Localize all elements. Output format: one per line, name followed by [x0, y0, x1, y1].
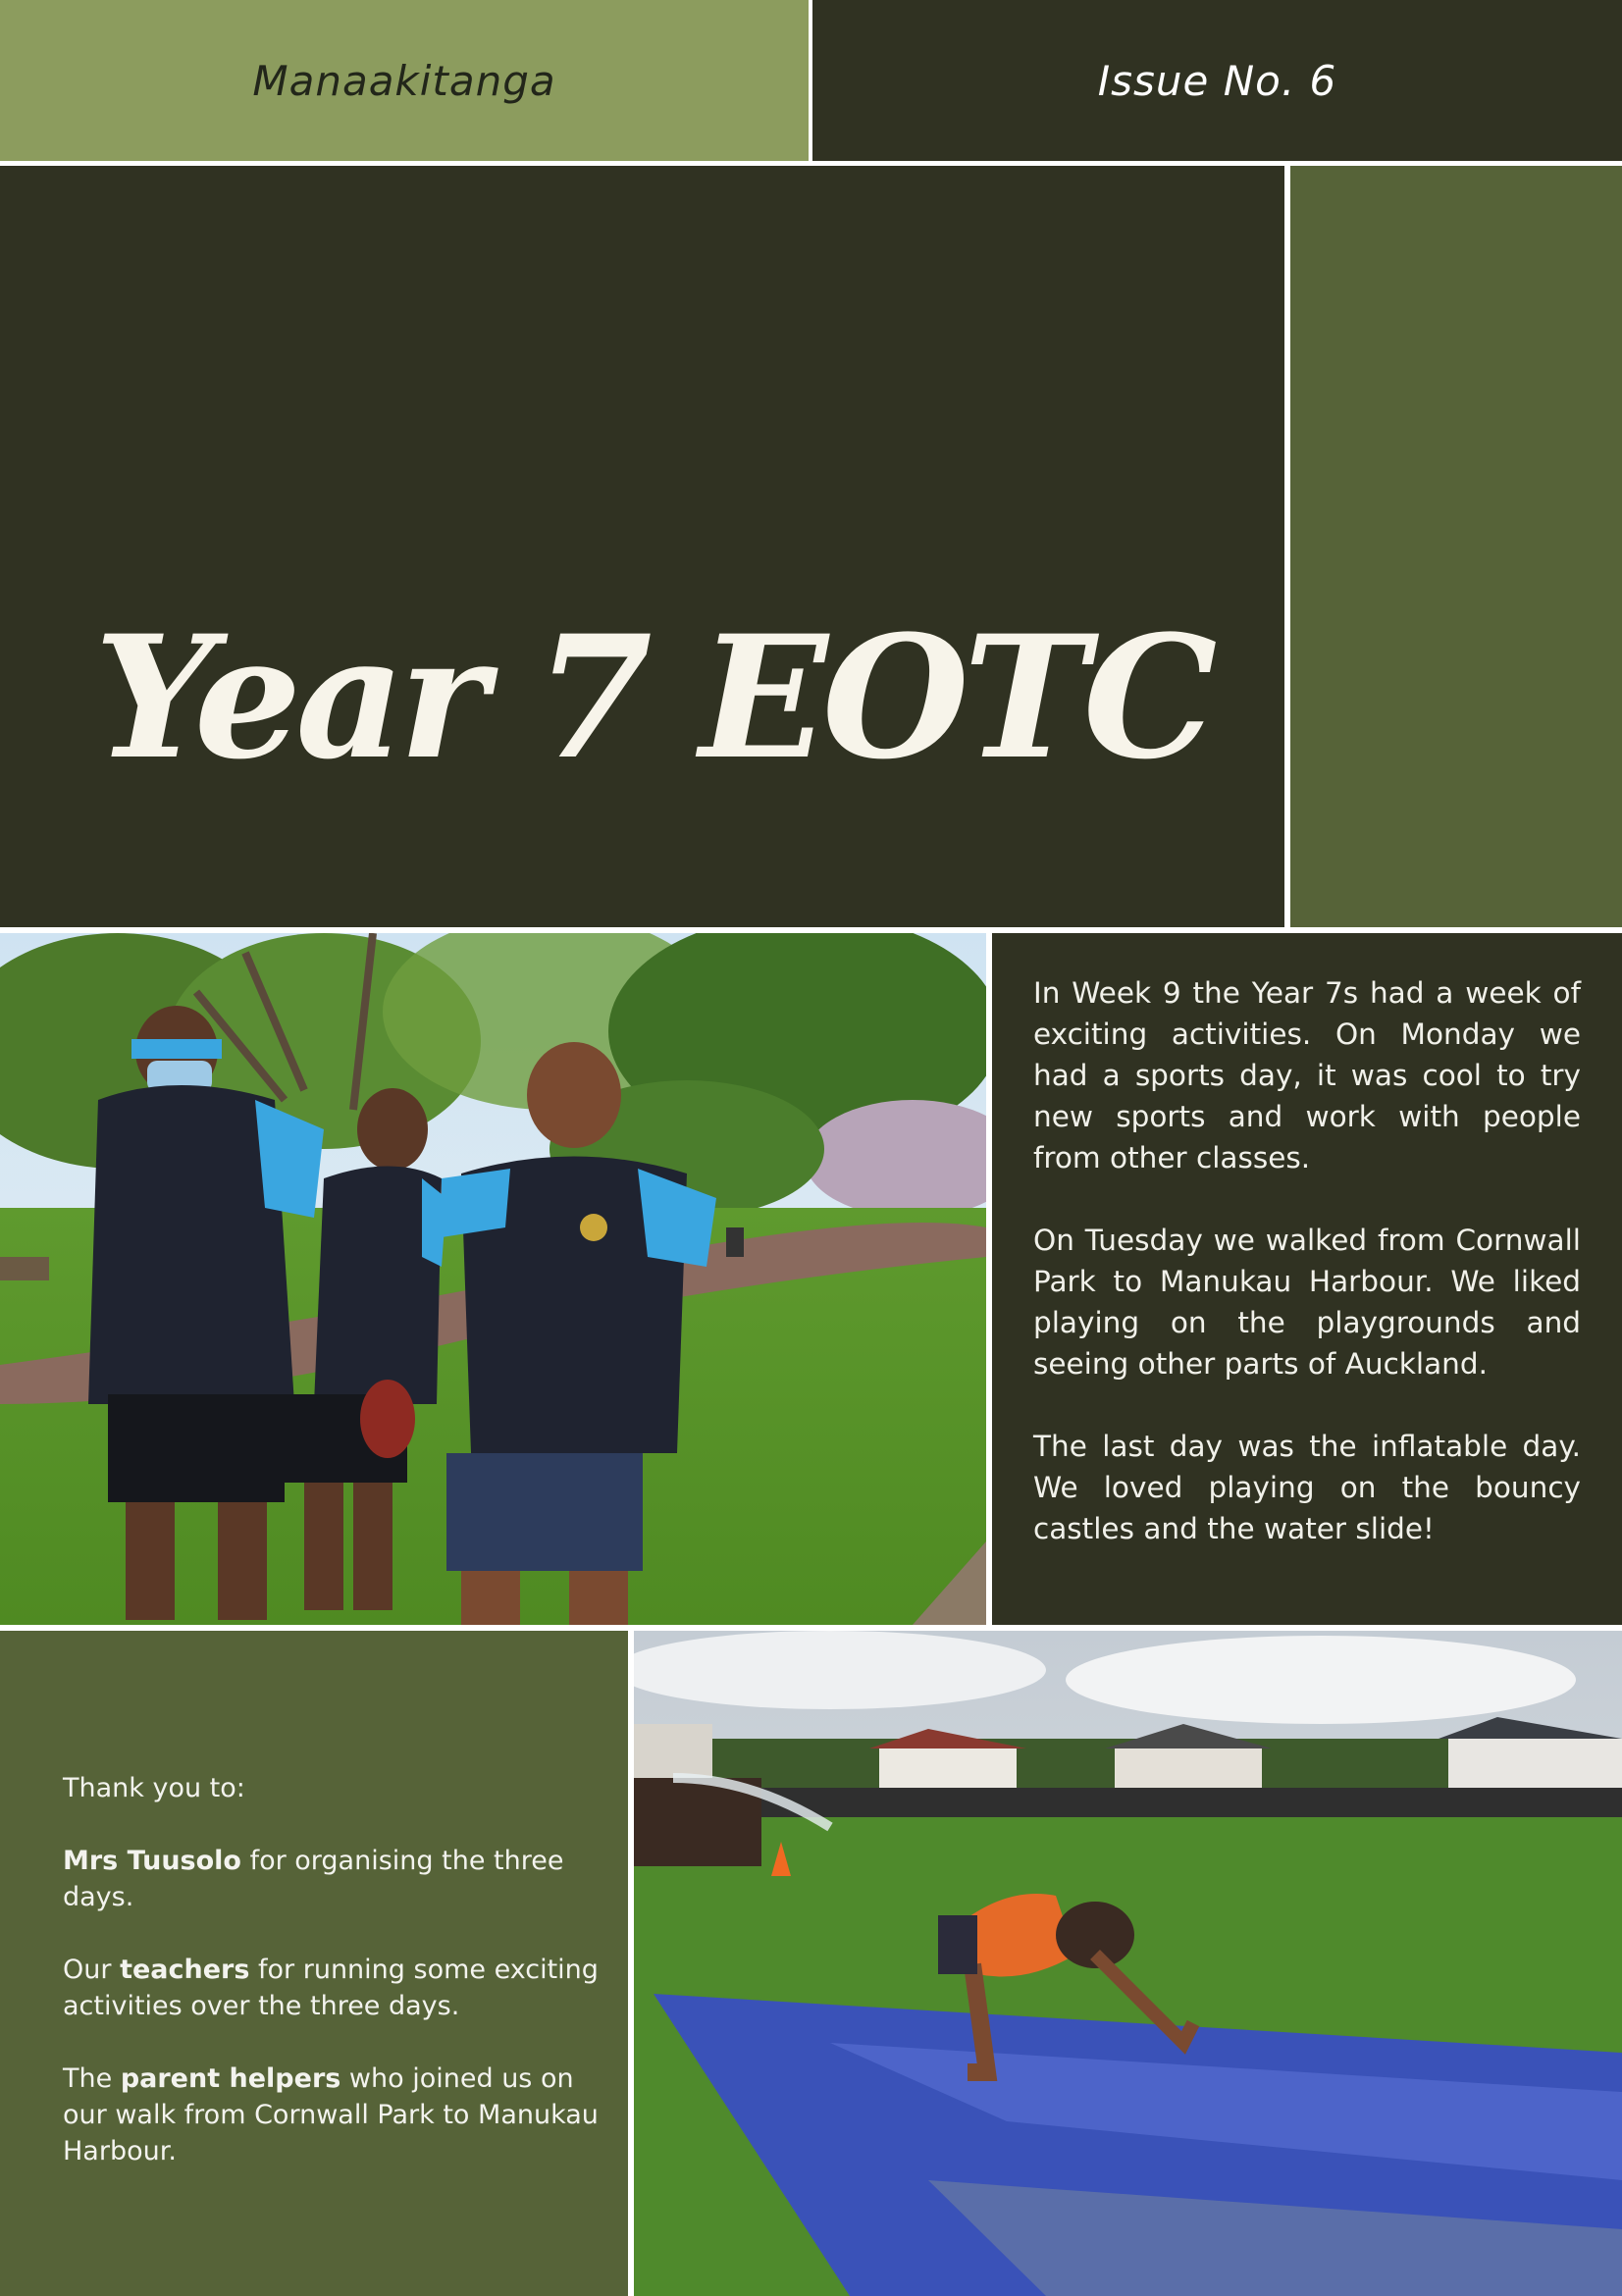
thanks-bold: Mrs Tuusolo: [63, 1846, 241, 1876]
newsletter-name: Manaakitanga: [252, 56, 556, 105]
thanks-rest: who joined us on our walk from Cornwall Park to Manukau Harbour.: [63, 2063, 599, 2166]
water-slide-photo: [634, 1631, 1622, 2296]
hero-side-panel: [1290, 166, 1622, 927]
thanks-bold: parent helpers: [120, 2063, 341, 2094]
thanks-prefix: Our: [63, 1955, 121, 1985]
header-left-banner: [0, 0, 809, 161]
story-paragraph: On Tuesday we walked from Cornwall Park to Manukau Harbour. We liked playing on the playgrounds and seeing other parts of Auckland.: [1033, 1224, 1581, 1381]
thanks-prefix: The: [63, 2063, 121, 2094]
thanks-panel: [0, 1631, 628, 2296]
header-right-banner: [812, 0, 1622, 161]
thanks-bold: teachers: [120, 1955, 250, 1985]
students-park-photo: [0, 933, 986, 1625]
hero-panel: [0, 166, 1284, 927]
issue-number: Issue No. 6: [1097, 56, 1337, 105]
thanks-rest: for running some exciting activities over the three days.: [63, 1955, 599, 2021]
thanks-rest: for organising the three days.: [63, 1846, 564, 1912]
thanks-item: [63, 1952, 599, 2024]
story-paragraph: In Week 9 the Year 7s had a week of exciting activities. On Monday we had a sports day, it was cool to try new sports and work with people from other classes.: [1033, 976, 1581, 1174]
page-title: Year 7 EOTC: [94, 598, 1212, 797]
thanks-heading: Thank you to:: [63, 1773, 245, 1803]
story-paragraph: The last day was the inflatable day. We loved playing on the bouncy castles and the water slide!: [1033, 1430, 1581, 1545]
thanks-item: [63, 2061, 599, 2169]
thanks-item: [63, 1843, 599, 1915]
story-panel: [992, 933, 1622, 1625]
